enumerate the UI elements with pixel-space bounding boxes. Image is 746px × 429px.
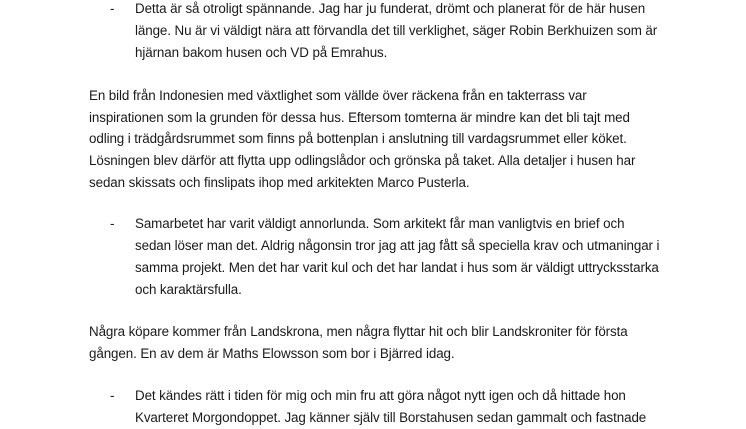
quote-line: Det kändes rätt i tiden för mig och min fru att göra något nytt igen och då hittade hon	[135, 388, 626, 403]
quote-line: länge. Nu är vi väldigt nära att förvandla det till verklighet, säger Robin Berkhuizen som är	[135, 23, 658, 38]
quote-dash: -	[110, 1, 115, 16]
quote-line: och karaktärsfulla.	[135, 282, 242, 297]
quote-line: hjärnan bakom husen och VD på Emrahus.	[135, 45, 388, 60]
quote-line: Detta är så otroligt spännande. Jag har ju funderat, drömt och planerat för de här husen	[135, 1, 646, 16]
paragraph-line: Lösningen blev därför att flytta upp odlingslådor och grönska på taket. Alla detaljer i husen har	[89, 153, 636, 168]
paragraph-line: odling i trädgårdsrummet som finns på bottenplan i anslutning till vardagsrummet eller köket.	[89, 131, 627, 146]
quote-line: Kvarteret Morgondoppet. Jag känner själv till Borstahusen sedan gammalt och fastnade	[135, 410, 647, 425]
paragraph-line: gången. En av dem är Maths Elowsson som bor i Bjärred idag.	[89, 346, 455, 361]
paragraph-line: inspirationen som la grunden för dessa hus. Eftersom tomterna är mindre kan det bli tajt med	[89, 110, 630, 125]
quote-dash: -	[110, 216, 115, 231]
quote-dash: -	[110, 388, 115, 403]
paragraph-line: Några köpare kommer från Landskrona, men några flyttar hit och blir Landskroniter för första	[89, 324, 628, 339]
quote-line: samma projekt. Men det har varit kul och det har landat i hus som är väldigt uttrycksstarka	[135, 260, 659, 275]
paragraph-line: En bild från Indonesien med växtlighet som vällde över räckena från en takterrass var	[89, 88, 587, 103]
quote-line: sedan löser man det. Aldrig någonsin tror jag att jag fått så speciella krav och utmaningar i	[135, 238, 660, 253]
paragraph-line: sedan skissats och finslipats ihop med arkitekten Marco Pusterla.	[89, 175, 470, 190]
quote-line: Samarbetet har varit väldigt annorlunda. Som arkitekt får man vanligtvis en brief och	[135, 216, 625, 231]
